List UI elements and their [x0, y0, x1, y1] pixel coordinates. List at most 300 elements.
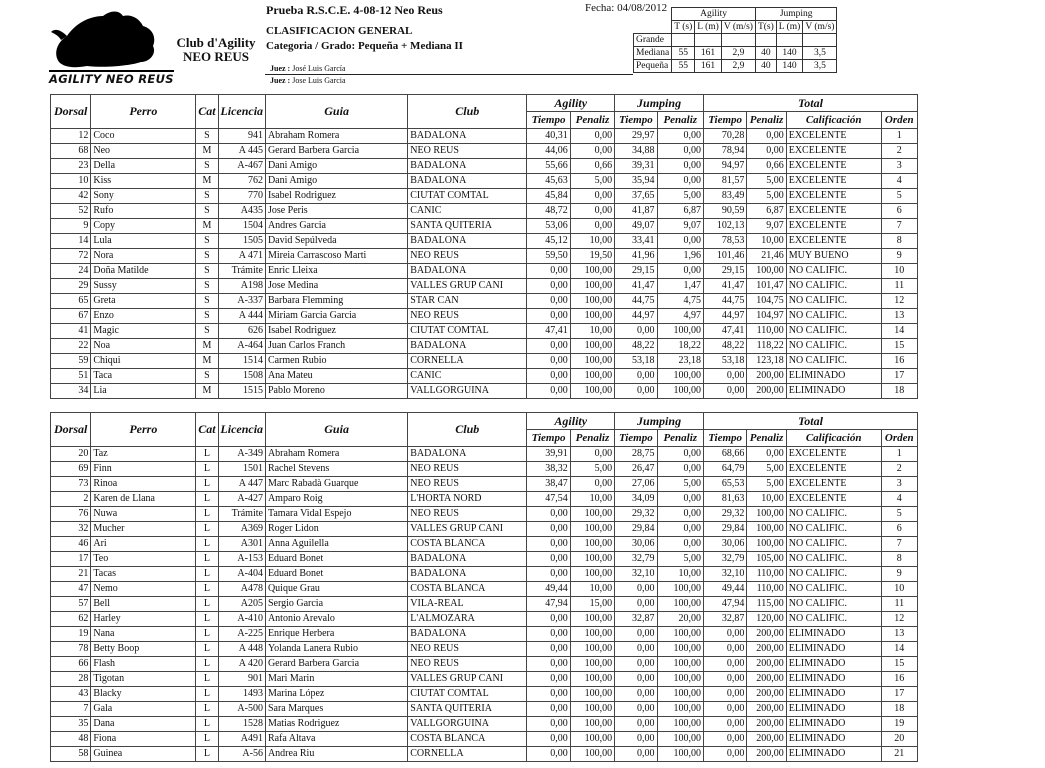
- params-row-name: Pequeña: [634, 60, 672, 73]
- cell-cat: S: [196, 309, 218, 324]
- cell-agility-penaliz: 100,00: [570, 279, 614, 294]
- cell-agility-tiempo: 38,47: [527, 477, 570, 492]
- cell-licencia: A435: [218, 204, 265, 219]
- cell-total-penaliz: 200,00: [747, 732, 786, 747]
- cell-agility-tiempo: 0,00: [527, 567, 570, 582]
- cell-cat: L: [196, 732, 218, 747]
- cell-jumping-penaliz: 100,00: [657, 702, 703, 717]
- cell-perro: Greta: [91, 294, 196, 309]
- cell-cat: S: [196, 129, 218, 144]
- cell-licencia: A-349: [218, 447, 265, 462]
- cell-jumping-penaliz: 20,00: [657, 612, 703, 627]
- cell-perro: Betty Boop: [91, 642, 196, 657]
- cell-jumping-tiempo: 41,96: [615, 249, 657, 264]
- cell-jumping-tiempo: 0,00: [615, 687, 657, 702]
- col-jumping-group: Jumping: [615, 413, 704, 430]
- cell-orden: 17: [881, 369, 917, 384]
- cell-total-tiempo: 0,00: [703, 384, 746, 399]
- cell-licencia: A-404: [218, 567, 265, 582]
- cell-orden: 8: [881, 552, 917, 567]
- cell-agility-tiempo: 47,41: [527, 324, 570, 339]
- cell-dorsal: 23: [51, 159, 91, 174]
- cell-jumping-tiempo: 32,87: [615, 612, 657, 627]
- cell-perro: Tacas: [91, 567, 196, 582]
- cell-jumping-penaliz: 0,00: [657, 174, 703, 189]
- table-row: [51, 234, 918, 249]
- cell-dorsal: 46: [51, 537, 91, 552]
- cell-total-tiempo: 47,41: [703, 324, 746, 339]
- cell-jumping-penaliz: 100,00: [657, 597, 703, 612]
- cell-dorsal: 2: [51, 492, 91, 507]
- cell-total-penaliz: 105,00: [747, 552, 786, 567]
- cell-orden: 1: [881, 447, 917, 462]
- cell-total-tiempo: 83,49: [703, 189, 746, 204]
- cell-total-penaliz: 118,22: [747, 339, 786, 354]
- cell-total-tiempo: 0,00: [703, 672, 746, 687]
- cell-jumping-penaliz: 0,00: [657, 144, 703, 159]
- cell-club: BADALONA: [408, 447, 527, 462]
- cell-calificacion: EXCELENTE: [786, 447, 881, 462]
- cell-calificacion: NO CALIFIC.: [786, 354, 881, 369]
- judge-label-2: Juez :: [270, 76, 291, 85]
- cell-agility-tiempo: 45,12: [527, 234, 570, 249]
- cell-club: CIUTAT COMTAL: [408, 324, 527, 339]
- cell-total-tiempo: 101,46: [703, 249, 746, 264]
- cell-dorsal: 57: [51, 597, 91, 612]
- cell-perro: Chiqui: [91, 354, 196, 369]
- cell-dorsal: 42: [51, 189, 91, 204]
- params-cell: 161: [695, 60, 722, 73]
- cell-agility-tiempo: 48,72: [527, 204, 570, 219]
- table-row: [51, 732, 918, 747]
- col-guia: Guia: [265, 413, 407, 447]
- cell-club: L'ALMOZARA: [408, 612, 527, 627]
- params-cell: [721, 34, 755, 47]
- cell-agility-penaliz: 15,00: [570, 597, 614, 612]
- table-row: [51, 339, 918, 354]
- club-name: [170, 36, 262, 64]
- cell-jumping-tiempo: 39,31: [615, 159, 657, 174]
- cell-calificacion: NO CALIFIC.: [786, 567, 881, 582]
- cell-jumping-penaliz: 100,00: [657, 747, 703, 762]
- params-cell: 2,9: [721, 47, 755, 60]
- cell-jumping-tiempo: 44,75: [615, 294, 657, 309]
- cell-jumping-tiempo: 29,15: [615, 264, 657, 279]
- cell-calificacion: ELIMINADO: [786, 657, 881, 672]
- cell-guia: Sara Marques: [265, 702, 407, 717]
- cell-agility-tiempo: 40,31: [527, 129, 570, 144]
- cell-calificacion: EXCELENTE: [786, 189, 881, 204]
- cell-perro: Copy: [91, 219, 196, 234]
- cell-total-tiempo: 32,79: [703, 552, 746, 567]
- cell-jumping-penaliz: 100,00: [657, 687, 703, 702]
- cell-guia: Yolanda Lanera Rubio: [265, 642, 407, 657]
- cell-guia: Enric Lleixa: [265, 264, 407, 279]
- cell-cat: L: [196, 507, 218, 522]
- cell-cat: S: [196, 324, 218, 339]
- cell-orden: 5: [881, 189, 917, 204]
- cell-calificacion: EXCELENTE: [786, 477, 881, 492]
- cell-agility-tiempo: 0,00: [527, 672, 570, 687]
- cell-perro: Bell: [91, 597, 196, 612]
- cell-calificacion: EXCELENTE: [786, 144, 881, 159]
- cell-perro: Nora: [91, 249, 196, 264]
- cell-cat: M: [196, 174, 218, 189]
- cell-dorsal: 67: [51, 309, 91, 324]
- competition-title: Prueba R.S.C.E. 4-08-12 Neo Reus: [266, 3, 443, 17]
- cell-calificacion: NO CALIFIC.: [786, 582, 881, 597]
- cell-dorsal: 9: [51, 219, 91, 234]
- params-column-row: [634, 21, 837, 34]
- cell-cat: L: [196, 717, 218, 732]
- cell-total-tiempo: 0,00: [703, 657, 746, 672]
- cell-guia: Juan Carlos Franch: [265, 339, 407, 354]
- cell-jumping-tiempo: 0,00: [615, 582, 657, 597]
- table-row: [51, 384, 918, 399]
- cell-calificacion: ELIMINADO: [786, 627, 881, 642]
- table-row: [51, 687, 918, 702]
- table-row: [51, 264, 918, 279]
- cell-agility-penaliz: 0,00: [570, 204, 614, 219]
- cell-agility-tiempo: 0,00: [527, 732, 570, 747]
- cell-agility-penaliz: 100,00: [570, 717, 614, 732]
- cell-orden: 17: [881, 687, 917, 702]
- table-row: [51, 369, 918, 384]
- cell-licencia: 1528: [218, 717, 265, 732]
- cell-perro: Mucher: [91, 522, 196, 537]
- judge-1-name: José Luis García: [292, 64, 346, 73]
- cell-agility-tiempo: 59,50: [527, 249, 570, 264]
- col-cat: Cat: [196, 95, 218, 129]
- cell-orden: 12: [881, 612, 917, 627]
- cell-dorsal: 69: [51, 462, 91, 477]
- cell-jumping-tiempo: 0,00: [615, 369, 657, 384]
- col-total-group: Total: [703, 413, 917, 430]
- cell-club: VALLES GRUP CANI: [408, 672, 527, 687]
- cell-club: VALLGORGUINA: [408, 717, 527, 732]
- cell-guia: Dani Amigo: [265, 159, 407, 174]
- cell-cat: L: [196, 687, 218, 702]
- cell-total-penaliz: 5,00: [747, 189, 786, 204]
- col-club: Club: [408, 413, 527, 447]
- cell-total-tiempo: 94,97: [703, 159, 746, 174]
- cell-agility-penaliz: 100,00: [570, 612, 614, 627]
- cell-jumping-penaliz: 100,00: [657, 369, 703, 384]
- col-tiempo: Tiempo: [615, 430, 657, 447]
- cell-agility-penaliz: 100,00: [570, 537, 614, 552]
- cell-perro: Noa: [91, 339, 196, 354]
- cell-total-penaliz: 200,00: [747, 747, 786, 762]
- cell-licencia: 1493: [218, 687, 265, 702]
- cell-guia: Dani Amigo: [265, 174, 407, 189]
- cell-agility-tiempo: 0,00: [527, 537, 570, 552]
- cell-dorsal: 43: [51, 687, 91, 702]
- col-penaliz: Penaliz: [747, 430, 786, 447]
- table-row: [51, 567, 918, 582]
- cell-agility-penaliz: 5,00: [570, 174, 614, 189]
- cell-total-penaliz: 100,00: [747, 507, 786, 522]
- course-parameters-table: [633, 7, 837, 73]
- cell-agility-tiempo: 0,00: [527, 642, 570, 657]
- cell-cat: S: [196, 264, 218, 279]
- cell-club: NEO REUS: [408, 309, 527, 324]
- cell-jumping-penaliz: 9,07: [657, 219, 703, 234]
- cell-calificacion: NO CALIFIC.: [786, 279, 881, 294]
- cell-guia: Matias Rodriguez: [265, 717, 407, 732]
- cell-jumping-penaliz: 0,00: [657, 537, 703, 552]
- cell-perro: Coco: [91, 129, 196, 144]
- cell-licencia: 1505: [218, 234, 265, 249]
- cell-calificacion: NO CALIFIC.: [786, 324, 881, 339]
- cell-agility-tiempo: 0,00: [527, 717, 570, 732]
- cell-guia: Pablo Moreno: [265, 384, 407, 399]
- params-cell: 3,5: [803, 60, 837, 73]
- cell-jumping-penaliz: 4,97: [657, 309, 703, 324]
- cell-cat: L: [196, 612, 218, 627]
- cell-calificacion: NO CALIFIC.: [786, 294, 881, 309]
- cell-orden: 10: [881, 582, 917, 597]
- cell-calificacion: ELIMINADO: [786, 642, 881, 657]
- cell-agility-penaliz: 100,00: [570, 747, 614, 762]
- cell-licencia: 1514: [218, 354, 265, 369]
- club-name-line1: Club d'Agility: [176, 35, 256, 50]
- cell-cat: L: [196, 447, 218, 462]
- cell-guia: Eduard Bonet: [265, 552, 407, 567]
- cell-guia: Quique Grau: [265, 582, 407, 597]
- cell-jumping-tiempo: 0,00: [615, 717, 657, 732]
- params-row-name: Grande: [634, 34, 672, 47]
- table-row: [51, 462, 918, 477]
- params-cell: 161: [695, 47, 722, 60]
- cell-licencia: A-337: [218, 294, 265, 309]
- cell-licencia: 1508: [218, 369, 265, 384]
- cell-licencia: Trámite: [218, 264, 265, 279]
- cell-agility-penaliz: 100,00: [570, 294, 614, 309]
- cell-club: BADALONA: [408, 552, 527, 567]
- cell-jumping-penaliz: 0,00: [657, 234, 703, 249]
- cell-perro: Flash: [91, 657, 196, 672]
- cell-total-tiempo: 64,79: [703, 462, 746, 477]
- cell-jumping-penaliz: 0,00: [657, 129, 703, 144]
- col-orden: Orden: [881, 112, 917, 129]
- cell-licencia: 941: [218, 129, 265, 144]
- cell-calificacion: EXCELENTE: [786, 462, 881, 477]
- cell-jumping-tiempo: 0,00: [615, 702, 657, 717]
- cell-orden: 5: [881, 507, 917, 522]
- cell-cat: L: [196, 567, 218, 582]
- cell-club: SANTA QUITERIA: [408, 702, 527, 717]
- cell-guia: Andrea Riu: [265, 747, 407, 762]
- cell-cat: L: [196, 702, 218, 717]
- judge-2: [270, 76, 346, 85]
- cell-jumping-penaliz: 4,75: [657, 294, 703, 309]
- cell-perro: Magic: [91, 324, 196, 339]
- cell-total-penaliz: 110,00: [747, 582, 786, 597]
- cell-total-tiempo: 29,84: [703, 522, 746, 537]
- cell-orden: 9: [881, 249, 917, 264]
- table-row: [51, 447, 918, 462]
- cell-dorsal: 52: [51, 204, 91, 219]
- cell-perro: Gala: [91, 702, 196, 717]
- cell-jumping-tiempo: 44,97: [615, 309, 657, 324]
- cell-club: NEO REUS: [408, 477, 527, 492]
- table-row: [51, 174, 918, 189]
- cell-jumping-penaliz: 100,00: [657, 582, 703, 597]
- cell-perro: Blacky: [91, 687, 196, 702]
- cell-perro: Neo: [91, 144, 196, 159]
- cell-agility-tiempo: 0,00: [527, 507, 570, 522]
- col-tiempo: Tiempo: [527, 430, 570, 447]
- cell-licencia: A-467: [218, 159, 265, 174]
- table-row: [51, 552, 918, 567]
- cell-total-tiempo: 30,06: [703, 537, 746, 552]
- cell-licencia: A-153: [218, 552, 265, 567]
- cell-jumping-penaliz: 0,00: [657, 462, 703, 477]
- cell-total-tiempo: 68,66: [703, 447, 746, 462]
- cell-total-penaliz: 110,00: [747, 324, 786, 339]
- cell-club: CANIC: [408, 369, 527, 384]
- col-orden: Orden: [881, 430, 917, 447]
- params-row: [634, 34, 837, 47]
- table-row: [51, 219, 918, 234]
- cell-agility-penaliz: 10,00: [570, 234, 614, 249]
- cell-perro: Fiona: [91, 732, 196, 747]
- cell-jumping-tiempo: 41,47: [615, 279, 657, 294]
- col-perro: Perro: [91, 413, 196, 447]
- cell-orden: 18: [881, 702, 917, 717]
- col-licencia: Licencia: [218, 95, 265, 129]
- cell-cat: S: [196, 234, 218, 249]
- cell-agility-penaliz: 19,50: [570, 249, 614, 264]
- cell-agility-penaliz: 10,00: [570, 492, 614, 507]
- cell-calificacion: MUY BUENO: [786, 249, 881, 264]
- cell-dorsal: 65: [51, 294, 91, 309]
- cell-total-tiempo: 48,22: [703, 339, 746, 354]
- cell-total-penaliz: 0,00: [747, 447, 786, 462]
- cell-jumping-tiempo: 34,09: [615, 492, 657, 507]
- cell-orden: 11: [881, 279, 917, 294]
- params-col-header: T (s): [672, 21, 695, 34]
- cell-jumping-tiempo: 34,88: [615, 144, 657, 159]
- cell-dorsal: 58: [51, 747, 91, 762]
- cell-jumping-penaliz: 0,00: [657, 522, 703, 537]
- cell-club: NEO REUS: [408, 249, 527, 264]
- cell-jumping-penaliz: 1,47: [657, 279, 703, 294]
- cell-club: BADALONA: [408, 234, 527, 249]
- table-row: [51, 129, 918, 144]
- cell-club: L'HORTA NORD: [408, 492, 527, 507]
- cell-agility-tiempo: 45,63: [527, 174, 570, 189]
- cell-total-penaliz: 10,00: [747, 492, 786, 507]
- cell-orden: 6: [881, 522, 917, 537]
- col-jumping-group: Jumping: [615, 95, 704, 112]
- col-tiempo: Tiempo: [527, 112, 570, 129]
- cell-orden: 3: [881, 159, 917, 174]
- cell-total-penaliz: 101,47: [747, 279, 786, 294]
- cell-cat: L: [196, 642, 218, 657]
- cell-cat: L: [196, 747, 218, 762]
- cell-cat: M: [196, 354, 218, 369]
- cell-cat: L: [196, 672, 218, 687]
- judge-1: [270, 64, 346, 73]
- cell-calificacion: EXCELENTE: [786, 234, 881, 249]
- cell-orden: 6: [881, 204, 917, 219]
- cell-orden: 16: [881, 672, 917, 687]
- cell-orden: 21: [881, 747, 917, 762]
- cell-agility-tiempo: 49,44: [527, 582, 570, 597]
- cell-total-penaliz: 200,00: [747, 687, 786, 702]
- col-penaliz: Penaliz: [657, 112, 703, 129]
- cell-cat: L: [196, 597, 218, 612]
- cell-cat: L: [196, 582, 218, 597]
- table-row: [51, 522, 918, 537]
- cell-perro: Rinoa: [91, 477, 196, 492]
- cell-agility-tiempo: 0,00: [527, 264, 570, 279]
- cell-total-tiempo: 70,28: [703, 129, 746, 144]
- cell-jumping-tiempo: 32,79: [615, 552, 657, 567]
- cell-jumping-tiempo: 29,32: [615, 507, 657, 522]
- cell-calificacion: EXCELENTE: [786, 159, 881, 174]
- cell-total-penaliz: 200,00: [747, 384, 786, 399]
- cell-jumping-tiempo: 0,00: [615, 324, 657, 339]
- competition-date: Fecha: 04/08/2012: [585, 2, 668, 14]
- cell-licencia: A-225: [218, 627, 265, 642]
- cell-perro: Nemo: [91, 582, 196, 597]
- cell-calificacion: ELIMINADO: [786, 732, 881, 747]
- cell-guia: Tamara Vidal Espejo: [265, 507, 407, 522]
- cell-jumping-tiempo: 27,06: [615, 477, 657, 492]
- cell-orden: 11: [881, 597, 917, 612]
- table-row: [51, 309, 918, 324]
- cell-dorsal: 51: [51, 369, 91, 384]
- cell-dorsal: 34: [51, 384, 91, 399]
- params-col-header: V (m/s): [721, 21, 755, 34]
- cell-calificacion: ELIMINADO: [786, 702, 881, 717]
- cell-perro: Guinea: [91, 747, 196, 762]
- cell-cat: M: [196, 219, 218, 234]
- params-cell: [695, 34, 722, 47]
- cell-total-tiempo: 32,10: [703, 567, 746, 582]
- cell-licencia: A-427: [218, 492, 265, 507]
- cell-calificacion: NO CALIFIC.: [786, 522, 881, 537]
- table-row: [51, 627, 918, 642]
- cell-agility-penaliz: 100,00: [570, 702, 614, 717]
- cell-total-penaliz: 10,00: [747, 234, 786, 249]
- cell-total-penaliz: 0,00: [747, 144, 786, 159]
- cell-club: NEO REUS: [408, 144, 527, 159]
- cell-agility-penaliz: 10,00: [570, 324, 614, 339]
- cell-licencia: A301: [218, 537, 265, 552]
- cell-perro: Nana: [91, 627, 196, 642]
- results-table-small-medium: [50, 94, 918, 399]
- cell-agility-penaliz: 0,00: [570, 219, 614, 234]
- table-row: [51, 354, 918, 369]
- cell-agility-penaliz: 100,00: [570, 507, 614, 522]
- cell-total-tiempo: 29,15: [703, 264, 746, 279]
- cell-licencia: A-464: [218, 339, 265, 354]
- cell-total-tiempo: 102,13: [703, 219, 746, 234]
- cell-perro: Teo: [91, 552, 196, 567]
- table-row: [51, 537, 918, 552]
- cell-agility-tiempo: 0,00: [527, 354, 570, 369]
- cell-licencia: A 444: [218, 309, 265, 324]
- cell-jumping-penaliz: 6,87: [657, 204, 703, 219]
- col-penaliz: Penaliz: [570, 430, 614, 447]
- cell-total-penaliz: 120,00: [747, 612, 786, 627]
- params-cell: 55: [672, 60, 695, 73]
- cell-total-tiempo: 29,32: [703, 507, 746, 522]
- cell-total-penaliz: 0,66: [747, 159, 786, 174]
